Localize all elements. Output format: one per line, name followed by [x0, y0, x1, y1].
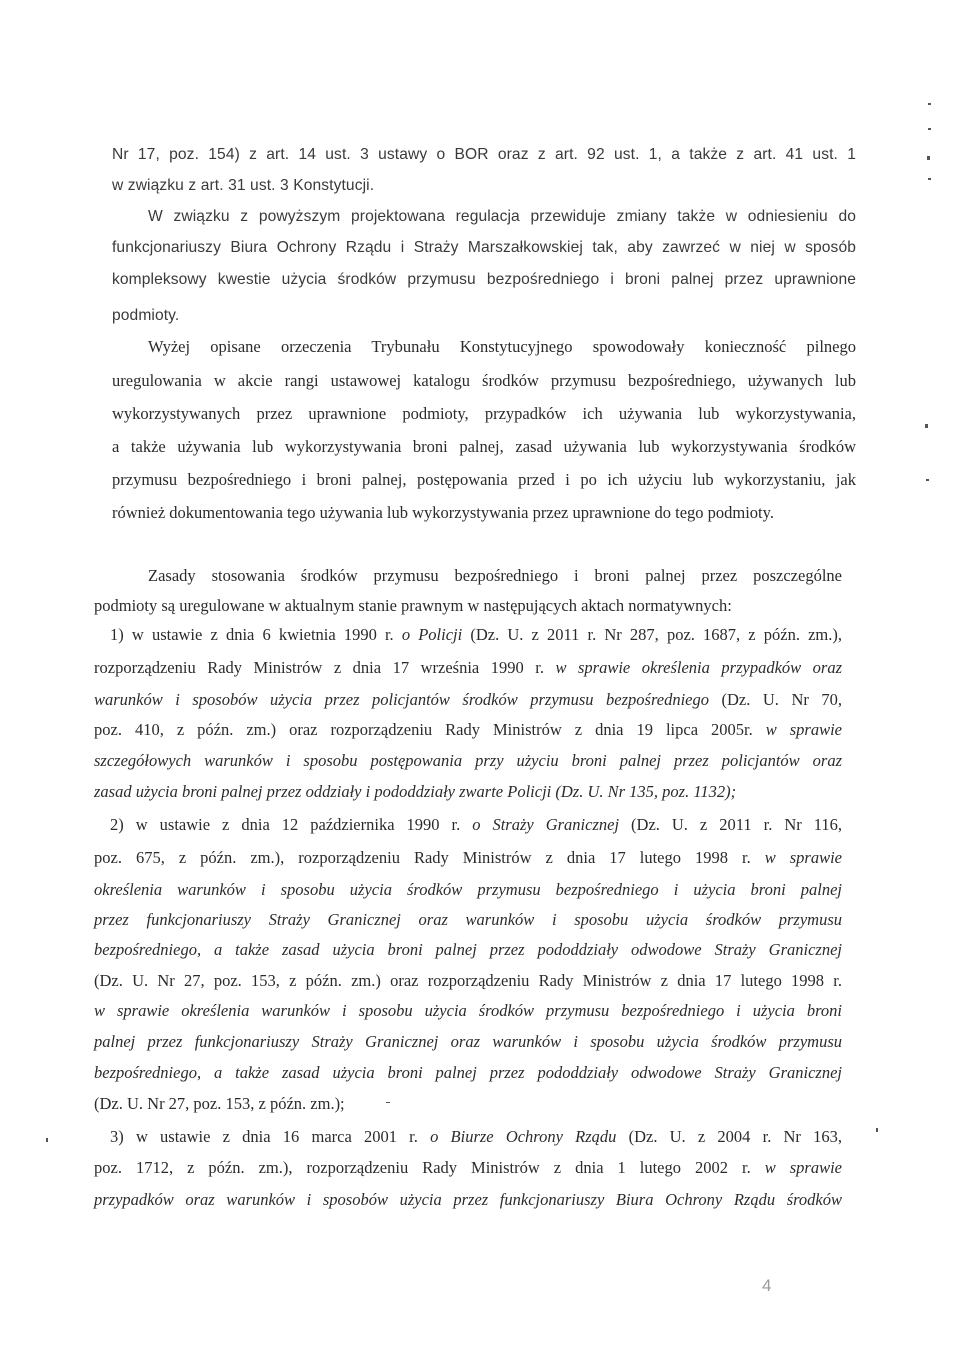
text-line: a także używania lub wykorzystywania broni palnej, zasad używania lub wykorzystywania środków: [112, 437, 856, 456]
text-line: podmioty są uregulowane w aktualnym stanie prawnym w następujących aktach normatywnych:: [94, 596, 732, 615]
list-item-3: 3) w ustawie z dnia 16 marca 2001 r. o Biurze Ochrony Rządu (Dz. U. z 2004 r. Nr 163,: [110, 1127, 842, 1146]
list-item-2: 2) w ustawie z dnia 12 października 1990 r. o Straży Granicznej (Dz. U. z 2011 r. Nr 116,: [110, 815, 842, 834]
scan-speck: [926, 479, 929, 481]
scan-speck: [927, 156, 930, 160]
text-line: Nr 17, poz. 154) z art. 14 ust. 3 ustawy o BOR oraz z art. 92 ust. 1, a także z art. 41 ust. 1: [112, 146, 856, 163]
paragraph-first-line: W związku z powyższym projektowana regulacja przewiduje zmiany także w odniesieniu do: [148, 208, 856, 225]
text-line: bezpośredniego, a także zasad użycia broni palnej przez pododdziały odwodowe Straży Granicznej: [94, 940, 842, 959]
text-line: uregulowania w akcie rangi ustawowej katalogu środków przymusu bezpośredniego, używanych lub: [112, 371, 856, 390]
text-line: określenia warunków i sposobu użycia środków przymusu bezpośredniego i użycia broni palnej: [94, 880, 842, 899]
scan-speck: [928, 178, 931, 180]
text-line: bezpośredniego, a także zasad użycia broni palnej przez pododdziały odwodowe Straży Granicznej: [94, 1063, 842, 1082]
scan-speck: [928, 128, 931, 130]
text-line: poz. 675, z późn. zm.), rozporządzeniu Rady Ministrów z dnia 17 lutego 1998 r. w sprawie: [94, 848, 842, 867]
scan-speck: [928, 103, 931, 105]
page-number: 4: [762, 1276, 772, 1295]
scan-speck: [925, 424, 928, 428]
text-line: w związku z art. 31 ust. 3 Konstytucji.: [112, 177, 375, 194]
text-line: przez funkcjonariuszy Straży Granicznej oraz warunków i sposobu użycia środków przymusu: [94, 910, 842, 929]
scan-speck: [46, 1138, 48, 1142]
text-line: zasad użycia broni palnej przez oddziały i pododdziały zwarte Policji (Dz. U. Nr 135, poz. 1132);: [94, 782, 737, 801]
text-line: warunków i sposobów użycia przez policjantów środków przymusu bezpośredniego (Dz. U. Nr 70,: [94, 690, 842, 709]
text-line: (Dz. U. Nr 27, poz. 153, z późn. zm.);: [94, 1094, 345, 1113]
text-line: w sprawie określenia warunków i sposobu użycia środków przymusu bezpośredniego i użycia broni: [94, 1001, 842, 1020]
scan-speck: [386, 1102, 390, 1103]
scan-speck: [876, 1128, 878, 1132]
text-line: palnej przez funkcjonariuszy Straży Granicznej oraz warunków i sposobu użycia środków przymusu: [94, 1032, 842, 1051]
paragraph-first-line: Zasady stosowania środków przymusu bezpośredniego i broni palnej przez poszczególne: [148, 566, 842, 585]
paragraph-first-line: Wyżej opisane orzeczenia Trybunału Konstytucyjnego spowodowały konieczność pilnego: [148, 337, 856, 356]
text-line: szczegółowych warunków i sposobu postępowania przy użyciu broni palnej przez policjantów oraz: [94, 751, 842, 770]
list-item-1: 1) w ustawie z dnia 6 kwietnia 1990 r. o Policji (Dz. U. z 2011 r. Nr 287, poz. 1687, z późn. zm.),: [110, 625, 842, 644]
text-line: kompleksowy kwestie użycia środków przymusu bezpośredniego i broni palnej przez uprawnione: [112, 271, 856, 288]
text-line: (Dz. U. Nr 27, poz. 153, z późn. zm.) oraz rozporządzeniu Rady Ministrów z dnia 17 lutego 1998 r.: [94, 971, 842, 990]
text-line: przymusu bezpośredniego i broni palnej, postępowania przed i po ich użyciu lub wykorzystaniu, jak: [112, 470, 856, 489]
text-line: poz. 410, z późn. zm.) oraz rozporządzeniu Rady Ministrów z dnia 19 lipca 2005r. w sprawie: [94, 720, 843, 739]
text-line: poz. 1712, z późn. zm.), rozporządzeniu Rady Ministrów z dnia 1 lutego 2002 r. w sprawie: [94, 1158, 842, 1177]
text-line: funkcjonariuszy Biura Ochrony Rządu i Straży Marszałkowskiej tak, aby zawrzeć w niej w sposób: [112, 239, 856, 256]
text-line: również dokumentowania tego używania lub wykorzystywania przez uprawnione do tego podmioty.: [112, 503, 774, 522]
text-line: rozporządzeniu Rady Ministrów z dnia 17 września 1990 r. w sprawie określenia przypadków oraz: [94, 658, 843, 677]
text-line: podmioty.: [112, 307, 180, 324]
text-line: przypadków oraz warunków i sposobów użycia przez funkcjonariuszy Biura Ochrony Rządu środków: [94, 1190, 842, 1209]
text-line: wykorzystywanych przez uprawnione podmioty, przypadków ich używania lub wykorzystywania,: [112, 404, 856, 423]
